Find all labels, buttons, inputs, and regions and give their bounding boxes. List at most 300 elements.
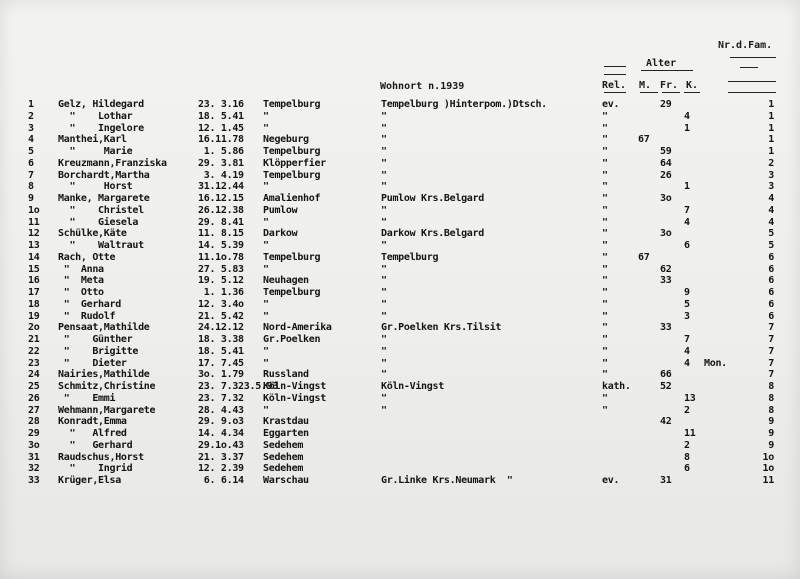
- religion: ev.: [602, 475, 620, 486]
- family-number: 6: [768, 275, 774, 287]
- person-name: Kreuzmann,Franziska: [58, 157, 167, 169]
- family-number: 5: [768, 228, 774, 240]
- age-child: 2: [684, 439, 690, 451]
- residence-1939: ": [381, 357, 387, 369]
- row-number: 27: [28, 404, 40, 416]
- table-row: [0, 158, 800, 170]
- residence-1939: Gr.Poelken Krs.Tilsit: [381, 322, 502, 334]
- header-male: M.: [639, 80, 652, 91]
- birth-place: Darkow: [263, 228, 298, 240]
- birth-date: 29. 3.81: [198, 157, 244, 169]
- person-name: " Emmi: [58, 392, 116, 404]
- age-child: 4: [684, 110, 690, 122]
- table-row: [0, 299, 800, 311]
- table-row: [0, 369, 800, 381]
- family-number: 2: [768, 157, 774, 169]
- table-row: [0, 111, 800, 123]
- birth-date: 6. 6.14: [198, 475, 244, 486]
- family-number: 1: [768, 122, 774, 134]
- table-row: [0, 264, 800, 276]
- religion: ": [602, 146, 608, 157]
- family-number: 8: [768, 392, 774, 404]
- family-number: 1o: [762, 451, 774, 463]
- person-name: Krüger,Elsa: [58, 475, 121, 486]
- residence-1939: ": [381, 240, 387, 251]
- religion: ": [602, 169, 608, 181]
- birth-place: ": [263, 298, 269, 310]
- family-number: 4: [768, 216, 774, 228]
- table-row: [0, 181, 800, 193]
- table-row: [0, 134, 800, 146]
- person-name: " Anna: [58, 263, 104, 275]
- residence-1939: ": [381, 216, 387, 228]
- row-number: 26: [28, 392, 40, 404]
- residence-1939: ": [381, 134, 387, 146]
- row-number: 29: [28, 428, 40, 439]
- birth-place: ": [263, 216, 269, 228]
- age-child: 2: [684, 404, 690, 416]
- family-number: 9: [768, 416, 774, 428]
- birth-place: Negeburg: [263, 134, 309, 146]
- age-child: 7: [684, 204, 690, 216]
- person-name: Pensaat,Mathilde: [58, 322, 150, 334]
- person-name: Rach, Otte: [58, 251, 116, 263]
- table-row: [0, 252, 800, 264]
- rule: [662, 92, 680, 93]
- religion: ": [602, 392, 608, 404]
- birth-place: ": [263, 404, 269, 416]
- birth-place: ": [263, 181, 269, 193]
- row-number: 2: [28, 110, 34, 122]
- rule: [728, 92, 776, 93]
- age-female: 33: [660, 275, 672, 287]
- religion: ": [602, 251, 608, 263]
- birth-place: Köln-Vingst: [263, 392, 326, 404]
- row-number: 8: [28, 181, 34, 193]
- family-number: 1: [768, 134, 774, 146]
- birth-date: 19. 5.12: [198, 275, 244, 287]
- birth-place: Amalienhof: [263, 193, 321, 204]
- person-name: Schülke,Käte: [58, 228, 127, 240]
- birth-place: Pumlow: [263, 204, 298, 216]
- row-number: 13: [28, 240, 40, 251]
- rule: [684, 92, 700, 93]
- age-child: 8: [684, 451, 690, 463]
- row-number: 12: [28, 228, 40, 240]
- row-number: 1: [28, 99, 34, 110]
- table-row: [0, 440, 800, 452]
- residence-1939: ": [381, 146, 387, 157]
- table-row: [0, 334, 800, 346]
- birth-place: Tempelburg: [263, 251, 321, 263]
- birth-date: 3o. 1.79: [198, 369, 244, 381]
- family-number: 4: [768, 204, 774, 216]
- person-name: Manthei,Karl: [58, 134, 127, 146]
- table-row: [0, 99, 800, 111]
- birth-date: 29. 8.41: [198, 216, 244, 228]
- table-row: [0, 428, 800, 440]
- person-name: " Otto: [58, 287, 104, 298]
- birth-place: Sedehem: [263, 439, 304, 451]
- residence-1939: ": [381, 204, 387, 216]
- religion: ": [602, 240, 608, 251]
- age-female: 59: [660, 146, 672, 157]
- religion: ": [602, 334, 608, 345]
- row-number: 17: [28, 287, 40, 298]
- row-number: 3: [28, 122, 34, 134]
- person-name: Borchardt,Martha: [58, 169, 150, 181]
- birth-place: Nord-Amerika: [263, 322, 332, 334]
- family-number: 6: [768, 298, 774, 310]
- family-number: 7: [768, 369, 774, 381]
- birth-place: Neuhagen: [263, 275, 309, 287]
- person-name: " Lothar: [58, 110, 133, 122]
- religion: ": [602, 369, 608, 381]
- religion: ": [602, 322, 608, 334]
- family-number: 4: [768, 193, 774, 204]
- residence-1939: Pumlow Krs.Belgard: [381, 193, 484, 204]
- row-number: 6: [28, 157, 34, 169]
- row-number: 11: [28, 216, 40, 228]
- age-child: 1: [684, 122, 690, 134]
- rule: [730, 57, 776, 58]
- person-name: Raudschus,Horst: [58, 451, 144, 463]
- birth-place: ": [263, 310, 269, 322]
- birth-date: 18. 3.38: [198, 334, 244, 345]
- table-row: [0, 228, 800, 240]
- person-name: Gelz, Hildegard: [58, 99, 144, 110]
- family-number: 6: [768, 251, 774, 263]
- religion: ": [602, 216, 608, 228]
- residence-1939: ": [381, 275, 387, 287]
- age-child: 11: [684, 428, 696, 439]
- family-number: 1: [768, 99, 774, 110]
- row-number: 25: [28, 381, 40, 392]
- religion: ": [602, 228, 608, 240]
- person-name: " Alfred: [58, 428, 127, 439]
- person-name: Schmitz,Christine: [58, 381, 156, 392]
- table-row: [0, 123, 800, 135]
- header-residence: Wohnort n.1939: [380, 81, 465, 92]
- residence-1939: Tempelburg )Hinterpom.)Dtsch.: [381, 99, 547, 110]
- birth-date: 17. 7.45: [198, 357, 244, 369]
- rule: [641, 70, 693, 71]
- family-number: 9: [768, 428, 774, 439]
- table-row: [0, 346, 800, 358]
- residence-1939: ": [381, 263, 387, 275]
- person-name: " Gerhard: [58, 439, 133, 451]
- age-female: 31: [660, 475, 672, 486]
- birth-date: 21. 5.42: [198, 310, 244, 322]
- age-female: 42: [660, 416, 672, 428]
- row-number: 7: [28, 169, 34, 181]
- birth-place: ": [263, 110, 269, 122]
- rule: [740, 67, 758, 68]
- person-name: " Meta: [58, 275, 104, 287]
- family-number: 9: [768, 439, 774, 451]
- row-number: 28: [28, 416, 40, 428]
- row-number: 2o: [28, 322, 40, 334]
- age-female: 29: [660, 99, 672, 110]
- birth-date: 18. 5.41: [198, 110, 244, 122]
- age-child: 1: [684, 181, 690, 193]
- birth-date: 23. 7.32: [198, 392, 244, 404]
- row-number: 21: [28, 334, 40, 345]
- family-number: 8: [768, 404, 774, 416]
- age-female: 26: [660, 169, 672, 181]
- birth-date: 1. 5.86: [198, 146, 244, 157]
- age-female: 64: [660, 157, 672, 169]
- rule: [640, 92, 658, 93]
- residence-1939: ": [381, 157, 387, 169]
- age-child: 3: [684, 310, 690, 322]
- table-row: [0, 452, 800, 464]
- row-number: 1o: [28, 204, 40, 216]
- birth-date: 3. 4.19: [198, 169, 244, 181]
- birth-date: 11.1o.78: [198, 251, 244, 263]
- table-row: [0, 475, 800, 487]
- table-row: [0, 146, 800, 158]
- age-male: 67: [638, 251, 650, 263]
- age-child: 4: [684, 216, 690, 228]
- residence-1939: ": [381, 169, 387, 181]
- residence-1939: ": [381, 369, 387, 381]
- person-name: " Rudolf: [58, 310, 116, 322]
- birth-place: Klöpperfier: [263, 157, 326, 169]
- family-number: 1: [768, 146, 774, 157]
- rule: [604, 92, 626, 93]
- table-row: [0, 405, 800, 417]
- residence-1939: ": [381, 287, 387, 298]
- table-row: [0, 240, 800, 252]
- table-row: [0, 287, 800, 299]
- family-number: 11: [762, 475, 774, 486]
- religion: ev.: [602, 99, 620, 110]
- religion: ": [602, 157, 608, 169]
- birth-date: 1. 1.36: [198, 287, 244, 298]
- age-child: 4: [684, 357, 690, 369]
- table-row: [0, 170, 800, 182]
- age-female: 33: [660, 322, 672, 334]
- residence-1939: Gr.Linke Krs.Neumark ": [381, 475, 513, 486]
- family-number: 3: [768, 169, 774, 181]
- family-number: 6: [768, 287, 774, 298]
- header-child: K.: [686, 80, 699, 91]
- row-number: 31: [28, 451, 40, 463]
- birth-date: 27. 5.83: [198, 263, 244, 275]
- birth-date: 28. 4.43: [198, 404, 244, 416]
- age-female: 66: [660, 369, 672, 381]
- header-female: Fr.: [660, 80, 679, 91]
- family-number: 6: [768, 263, 774, 275]
- age-child: 5: [684, 298, 690, 310]
- birth-place: Warschau: [263, 475, 309, 486]
- religion: ": [602, 110, 608, 122]
- row-number: 14: [28, 251, 40, 263]
- family-number: 7: [768, 345, 774, 357]
- birth-date: 12. 3.4o: [198, 298, 244, 310]
- birth-date: 16.12.15: [198, 193, 244, 204]
- religion: ": [602, 345, 608, 357]
- age-child: 7: [684, 334, 690, 345]
- row-number: 22: [28, 345, 40, 357]
- religion: ": [602, 263, 608, 275]
- birth-place: Tempelburg: [263, 99, 321, 110]
- residence-1939: ": [381, 298, 387, 310]
- family-number: 3: [768, 181, 774, 193]
- row-number: 32: [28, 463, 40, 475]
- religion: ": [602, 204, 608, 216]
- row-number: 19: [28, 310, 40, 322]
- row-number: 23: [28, 357, 40, 369]
- birth-date: 14. 5.39: [198, 240, 244, 251]
- birth-place: Köln-Vingst: [263, 381, 326, 392]
- religion: ": [602, 134, 608, 146]
- residence-1939: ": [381, 404, 387, 416]
- header-age: Alter: [646, 58, 677, 69]
- table-row: [0, 217, 800, 229]
- residence-1939: ": [381, 334, 387, 345]
- birth-date: 11. 8.15: [198, 228, 244, 240]
- birth-place: Krastdau: [263, 416, 309, 428]
- person-name: " Gerhard: [58, 298, 121, 310]
- family-number: 5: [768, 240, 774, 251]
- residence-1939: ": [381, 345, 387, 357]
- age-child: 13: [684, 392, 696, 404]
- person-name: Nairies,Mathilde: [58, 369, 150, 381]
- row-number: 24: [28, 369, 40, 381]
- birth-date: 29.1o.43: [198, 439, 244, 451]
- birth-place: Sedehem: [263, 463, 304, 475]
- rule: [604, 74, 626, 75]
- age-female: 3o: [660, 228, 672, 240]
- family-number: 7: [768, 322, 774, 334]
- birth-place: ": [263, 263, 269, 275]
- row-number: 9: [28, 193, 34, 204]
- rule: [604, 66, 626, 67]
- age-female: 62: [660, 263, 672, 275]
- birth-date: 21. 3.37: [198, 451, 244, 463]
- person-name: " Marie: [58, 146, 133, 157]
- age-child: 9: [684, 287, 690, 298]
- remark: Mon.: [704, 357, 727, 369]
- birth-date: 12. 2.39: [198, 463, 244, 475]
- residence-1939: ": [381, 122, 387, 134]
- residence-1939: Tempelburg: [381, 251, 439, 263]
- family-number: 8: [768, 381, 774, 392]
- birth-date: 29. 9.o3: [198, 416, 244, 428]
- person-name: " Dieter: [58, 357, 127, 369]
- person-name: " Brigitte: [58, 345, 139, 357]
- family-number: 6: [768, 310, 774, 322]
- religion: kath.: [602, 381, 631, 392]
- table-row: [0, 393, 800, 405]
- birth-date: 18. 5.41: [198, 345, 244, 357]
- table-row: [0, 358, 800, 370]
- family-number: 7: [768, 334, 774, 345]
- person-name: " Waltraut: [58, 240, 144, 251]
- religion: ": [602, 193, 608, 204]
- religion: ": [602, 181, 608, 193]
- birth-date: 26.12.38: [198, 204, 244, 216]
- residence-1939: ": [381, 392, 387, 404]
- birth-place: Tempelburg: [263, 146, 321, 157]
- religion: ": [602, 310, 608, 322]
- table-row: [0, 205, 800, 217]
- religion: ": [602, 287, 608, 298]
- religion: ": [602, 298, 608, 310]
- birth-place: Tempelburg: [263, 169, 321, 181]
- birth-date: 24.12.12: [198, 322, 244, 334]
- person-name: " Christel: [58, 204, 144, 216]
- birth-place: Tempelburg: [263, 287, 321, 298]
- birth-place: ": [263, 240, 269, 251]
- person-name: " Horst: [58, 181, 133, 193]
- birth-date: 23. 7.323.5.93: [198, 381, 279, 392]
- age-female: 3o: [660, 193, 672, 204]
- person-name: Manke, Margarete: [58, 193, 150, 204]
- age-male: 67: [638, 134, 650, 146]
- religion: ": [602, 275, 608, 287]
- birth-place: ": [263, 345, 269, 357]
- birth-date: 23. 3.16: [198, 99, 244, 110]
- table-row: [0, 193, 800, 205]
- row-number: 5: [28, 146, 34, 157]
- residence-1939: ": [381, 110, 387, 122]
- row-number: 18: [28, 298, 40, 310]
- person-name: " Ingelore: [58, 122, 144, 134]
- birth-date: 14. 4.34: [198, 428, 244, 439]
- rule: [728, 81, 776, 82]
- birth-place: Sedehem: [263, 451, 304, 463]
- table-row: [0, 416, 800, 428]
- residence-1939: ": [381, 310, 387, 322]
- age-child: 6: [684, 240, 690, 251]
- header-religion: Rel.: [602, 80, 627, 91]
- birth-place: Eggarten: [263, 428, 309, 439]
- person-name: " Ingrid: [58, 463, 133, 475]
- age-female: 52: [660, 381, 672, 392]
- table-row: [0, 275, 800, 287]
- age-child: 4: [684, 345, 690, 357]
- birth-date: 16.11.78: [198, 134, 244, 146]
- residence-1939: ": [381, 181, 387, 193]
- table-row: [0, 381, 800, 393]
- row-number: 33: [28, 475, 40, 486]
- residence-1939: Köln-Vingst: [381, 381, 444, 392]
- table-row: [0, 463, 800, 475]
- birth-place: ": [263, 357, 269, 369]
- age-child: 6: [684, 463, 690, 475]
- table-row: [0, 322, 800, 334]
- person-name: Konradt,Emma: [58, 416, 127, 428]
- row-number: 4: [28, 134, 34, 146]
- person-name: " Giesela: [58, 216, 139, 228]
- birth-place: Russland: [263, 369, 309, 381]
- header-family-number: Nr.d.Fam.: [718, 40, 773, 51]
- religion: ": [602, 404, 608, 416]
- residence-1939: Darkow Krs.Belgard: [381, 228, 484, 240]
- birth-place: ": [263, 122, 269, 134]
- family-number: 1: [768, 110, 774, 122]
- religion: ": [602, 122, 608, 134]
- family-number: 7: [768, 357, 774, 369]
- row-number: 3o: [28, 439, 40, 451]
- person-name: Wehmann,Margarete: [58, 404, 156, 416]
- religion: ": [602, 357, 608, 369]
- family-number: 1o: [762, 463, 774, 475]
- birth-date: 31.12.44: [198, 181, 244, 193]
